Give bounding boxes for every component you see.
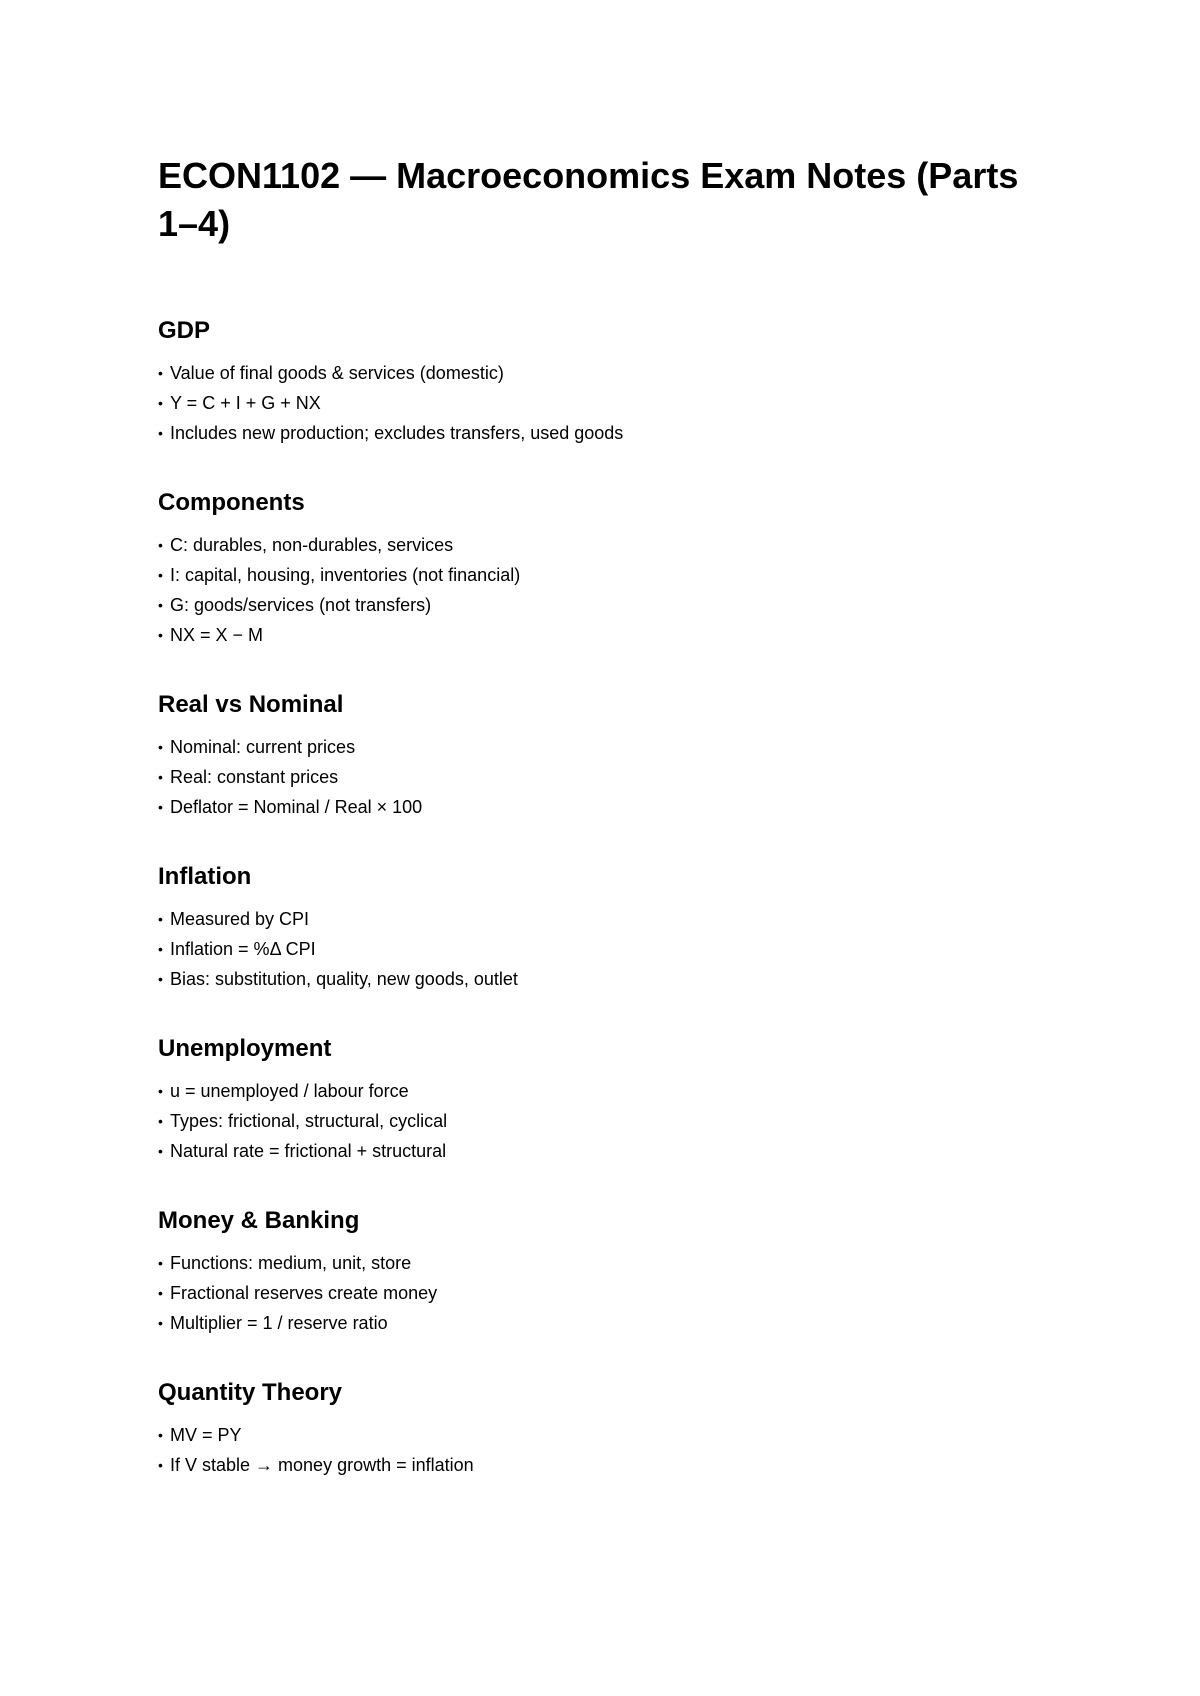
bullet-text: u = unemployed / labour force	[170, 1081, 409, 1101]
bullet-text: Deflator = Nominal / Real × 100	[170, 797, 423, 817]
bullet-dot-icon: •	[158, 537, 163, 553]
section-heading: Unemployment	[158, 1035, 332, 1062]
document-page	[158, 152, 1058, 1480]
bullet-dot-icon: •	[158, 567, 163, 583]
bullet-item	[158, 358, 1058, 388]
bullet-item	[158, 1278, 1058, 1308]
notes-section-1	[158, 488, 1058, 650]
bullet-text: Bias: substitution, quality, new goods, outlet	[170, 969, 518, 989]
bullet-item	[158, 792, 1058, 822]
bullet-list	[158, 732, 1058, 822]
bullet-text: G: goods/services (not transfers)	[170, 595, 432, 615]
bullet-list	[158, 1420, 1058, 1480]
notes-section-4	[158, 1034, 1058, 1166]
bullet-list	[158, 358, 1058, 448]
bullet-item	[158, 964, 1058, 994]
bullet-item	[158, 904, 1058, 934]
bullet-dot-icon: •	[158, 1083, 163, 1099]
section-heading: Quantity Theory	[158, 1379, 343, 1406]
bullet-item	[158, 1450, 1058, 1480]
section-heading: Money & Banking	[158, 1207, 360, 1234]
bullet-item	[158, 1136, 1058, 1166]
bullet-dot-icon: •	[158, 1113, 163, 1129]
bullet-list	[158, 1248, 1058, 1338]
bullet-dot-icon: •	[158, 395, 163, 411]
bullet-text: Fractional reserves create money	[170, 1283, 438, 1303]
bullet-item	[158, 560, 1058, 590]
bullet-text: I: capital, housing, inventories (not financial)	[170, 565, 521, 585]
bullet-dot-icon: •	[158, 1315, 163, 1331]
bullet-list	[158, 904, 1058, 994]
notes-section-2	[158, 690, 1058, 822]
section-heading: Real vs Nominal	[158, 691, 344, 718]
bullet-text: Inflation = %Δ CPI	[170, 939, 316, 959]
bullet-text: Value of final goods & services (domestic)	[170, 363, 504, 383]
bullet-item	[158, 1248, 1058, 1278]
notes-section-5	[158, 1206, 1058, 1338]
section-heading: GDP	[158, 317, 211, 344]
bullet-dot-icon: •	[158, 769, 163, 785]
bullet-item	[158, 762, 1058, 792]
bullet-item	[158, 1420, 1058, 1450]
bullet-item	[158, 590, 1058, 620]
bullet-text: Includes new production; excludes transfers, used goods	[170, 423, 624, 443]
notes-section-0	[158, 316, 1058, 448]
bullet-dot-icon: •	[158, 1457, 163, 1473]
bullet-dot-icon: •	[158, 627, 163, 643]
bullet-item	[158, 1308, 1058, 1338]
bullet-dot-icon: •	[158, 1143, 163, 1159]
bullet-dot-icon: •	[158, 365, 163, 381]
bullet-item	[158, 1106, 1058, 1136]
bullet-item	[158, 1076, 1058, 1106]
bullet-dot-icon: •	[158, 425, 163, 441]
sections-container	[158, 316, 1058, 1480]
document-title: ECON1102 — Macroeconomics Exam Notes (Parts 1–4)	[158, 155, 1019, 244]
bullet-item	[158, 732, 1058, 762]
bullet-text: If V stable → money growth = inflation	[170, 1455, 474, 1475]
bullet-item	[158, 934, 1058, 964]
bullet-text: MV = PY	[170, 1425, 242, 1445]
bullet-dot-icon: •	[158, 911, 163, 927]
bullet-item	[158, 388, 1058, 418]
bullet-item	[158, 530, 1058, 560]
bullet-dot-icon: •	[158, 1255, 163, 1271]
bullet-text: Nominal: current prices	[170, 737, 356, 757]
bullet-text: Multiplier = 1 / reserve ratio	[170, 1313, 388, 1333]
bullet-dot-icon: •	[158, 739, 163, 755]
bullet-item	[158, 418, 1058, 448]
bullet-list	[158, 530, 1058, 650]
bullet-text: Natural rate = frictional + structural	[170, 1141, 447, 1161]
bullet-dot-icon: •	[158, 941, 163, 957]
bullet-text: Functions: medium, unit, store	[170, 1253, 412, 1273]
section-heading: Components	[158, 489, 305, 516]
bullet-dot-icon: •	[158, 971, 163, 987]
bullet-list	[158, 1076, 1058, 1166]
notes-section-6	[158, 1378, 1058, 1480]
notes-section-3	[158, 862, 1058, 994]
bullet-dot-icon: •	[158, 597, 163, 613]
bullet-text: Types: frictional, structural, cyclical	[170, 1111, 448, 1131]
bullet-dot-icon: •	[158, 1427, 163, 1443]
bullet-dot-icon: •	[158, 799, 163, 815]
bullet-item	[158, 620, 1058, 650]
section-heading: Inflation	[158, 863, 252, 890]
bullet-dot-icon: •	[158, 1285, 163, 1301]
bullet-text: Measured by CPI	[170, 909, 310, 929]
bullet-text: C: durables, non-durables, services	[170, 535, 454, 555]
bullet-text: NX = X − M	[170, 625, 264, 645]
bullet-text: Real: constant prices	[170, 767, 339, 787]
bullet-text: Y = C + I + G + NX	[170, 393, 321, 413]
